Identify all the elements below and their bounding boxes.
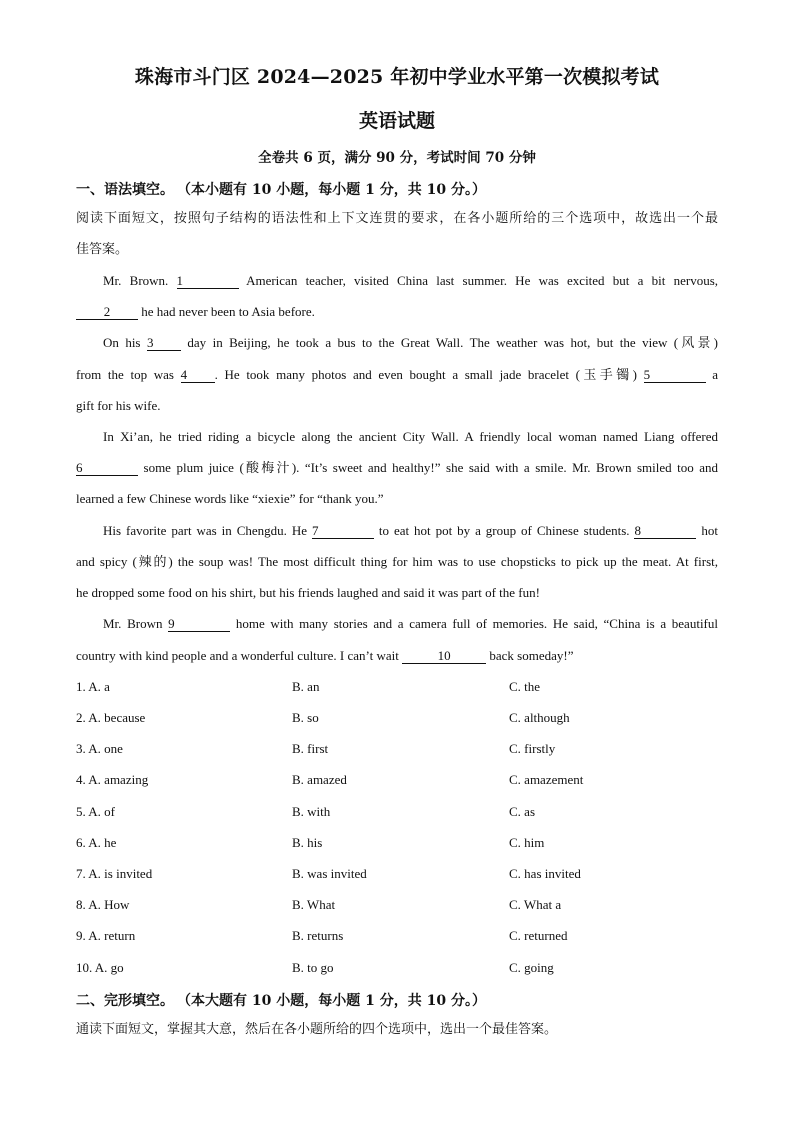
blank-3: 3 [147, 336, 181, 351]
passage-line: country with kind people and a wonderful culture. I can’t wait 10 back someday!” [76, 648, 574, 663]
blank-6: 6 [76, 461, 138, 476]
section-1-title: 一、语法填空。 [76, 182, 174, 198]
option-c: C. returned [509, 928, 568, 943]
exam-subject: 英语试题 [358, 110, 435, 132]
section-2-note: （本大题有 10 小题，每小题 1 分，共 10 分。） [184, 993, 486, 1009]
exam-info: 全卷共 6 页，满分 90 分，考试时间 70 分钟 [258, 150, 536, 166]
exam-title: 珠海市斗门区 2024—2025 年初中学业水平第一次模拟考试 [134, 66, 660, 88]
option-b: B. returns [292, 928, 344, 943]
option-c: C. him [509, 835, 545, 850]
blank-4: 4 [181, 368, 215, 383]
option-a: 9. A. return [76, 928, 136, 943]
passage-line: he dropped some food on his shirt, but his friends laughed and said it was part of the fun! [76, 585, 540, 600]
blank-10: 10 [402, 649, 486, 664]
option-a: 2. A. because [76, 710, 146, 725]
section-2-title: 二、完形填空。 [76, 993, 174, 1009]
section-1-note: （本小题有 10 小题，每小题 1 分，共 10 分。） [184, 182, 486, 198]
option-a: 4. A. amazing [76, 772, 149, 787]
option-c: C. going [509, 960, 554, 975]
option-b: B. first [292, 741, 329, 756]
option-a: 10. A. go [76, 960, 124, 975]
option-a: 8. A. How [76, 897, 130, 912]
option-a: 6. A. he [76, 835, 117, 850]
option-a: 5. A. of [76, 804, 115, 819]
option-a: 1. A. a [76, 679, 110, 694]
option-c: C. What a [509, 897, 562, 912]
blank-7: 7 [312, 524, 374, 539]
blank-8: 8 [634, 524, 696, 539]
option-c: C. amazement [509, 772, 584, 787]
option-c: C. has invited [509, 866, 581, 881]
section-1-heading [76, 179, 486, 199]
blank-5: 5 [644, 368, 706, 383]
blank-2: 2 [76, 305, 138, 320]
option-b: B. his [292, 835, 323, 850]
passage-line: learned a few Chinese words like “xiexie” for “thank you.” [76, 491, 384, 506]
passage-line: His favorite part was in Chengdu. He 7 to eat hot pot by a group of Chinese students. 8 hot [103, 523, 719, 538]
section-1-instructions-2: 佳答案。 [76, 242, 129, 257]
option-b: B. so [292, 710, 319, 725]
passage-line: Mr. Brown 9 home with many stories and a camera full of memories. He said, “China is a beautiful [103, 616, 718, 631]
passage-line: 2 he had never been to Asia before. [76, 304, 718, 320]
passage-line: and spicy (辣的) the soup was! The most difficult thing for him was to use chopsticks to pick up the meat. At first, [76, 554, 718, 569]
passage-line: On his 3 day in Beijing, he took a bus to the Great Wall. The weather was hot, but the view (风景) [103, 335, 719, 350]
option-a: 7. A. is invited [76, 866, 153, 881]
passage-line: from the top was 4 . He took many photos and even bought a small jade bracelet (玉手镯) 5 a [76, 367, 719, 382]
option-b: B. to go [292, 960, 334, 975]
passage-line: In Xi’an, he tried riding a bicycle along the ancient City Wall. A friendly local woman named Liang offered [103, 429, 718, 444]
option-c: C. as [509, 804, 535, 819]
passage-line: gift for his wife. [76, 398, 161, 413]
option-a: 3. A. one [76, 741, 123, 756]
section-1-instructions-1: 阅读下面短文，按照句子结构的语法性和上下文连贯的要求，在各小题所给的三个选项中，故选出一个最 [76, 211, 718, 226]
section-2-instructions: 通读下面短文，掌握其大意，然后在各小题所给的四个选项中，选出一个最佳答案。 [76, 1022, 558, 1037]
option-b: B. amazed [292, 772, 347, 787]
option-c: C. although [509, 710, 570, 725]
blank-9: 9 [168, 617, 230, 632]
option-b: B. an [292, 679, 320, 694]
option-c: C. firstly [509, 741, 556, 756]
option-b: B. with [292, 804, 331, 819]
passage-line: Mr. Brown. 1 American teacher, visited China last summer. He was excited but a bit nervous, [103, 273, 719, 288]
blank-1: 1 [177, 274, 239, 289]
section-2-heading [76, 990, 486, 1010]
passage-line: 6 some plum juice (酸梅汁). “It’s sweet and healthy!” she said with a smile. Mr. Brown smiled too and [76, 460, 719, 475]
option-b: B. What [292, 897, 336, 912]
option-c: C. the [509, 679, 541, 694]
option-b: B. was invited [292, 866, 367, 881]
